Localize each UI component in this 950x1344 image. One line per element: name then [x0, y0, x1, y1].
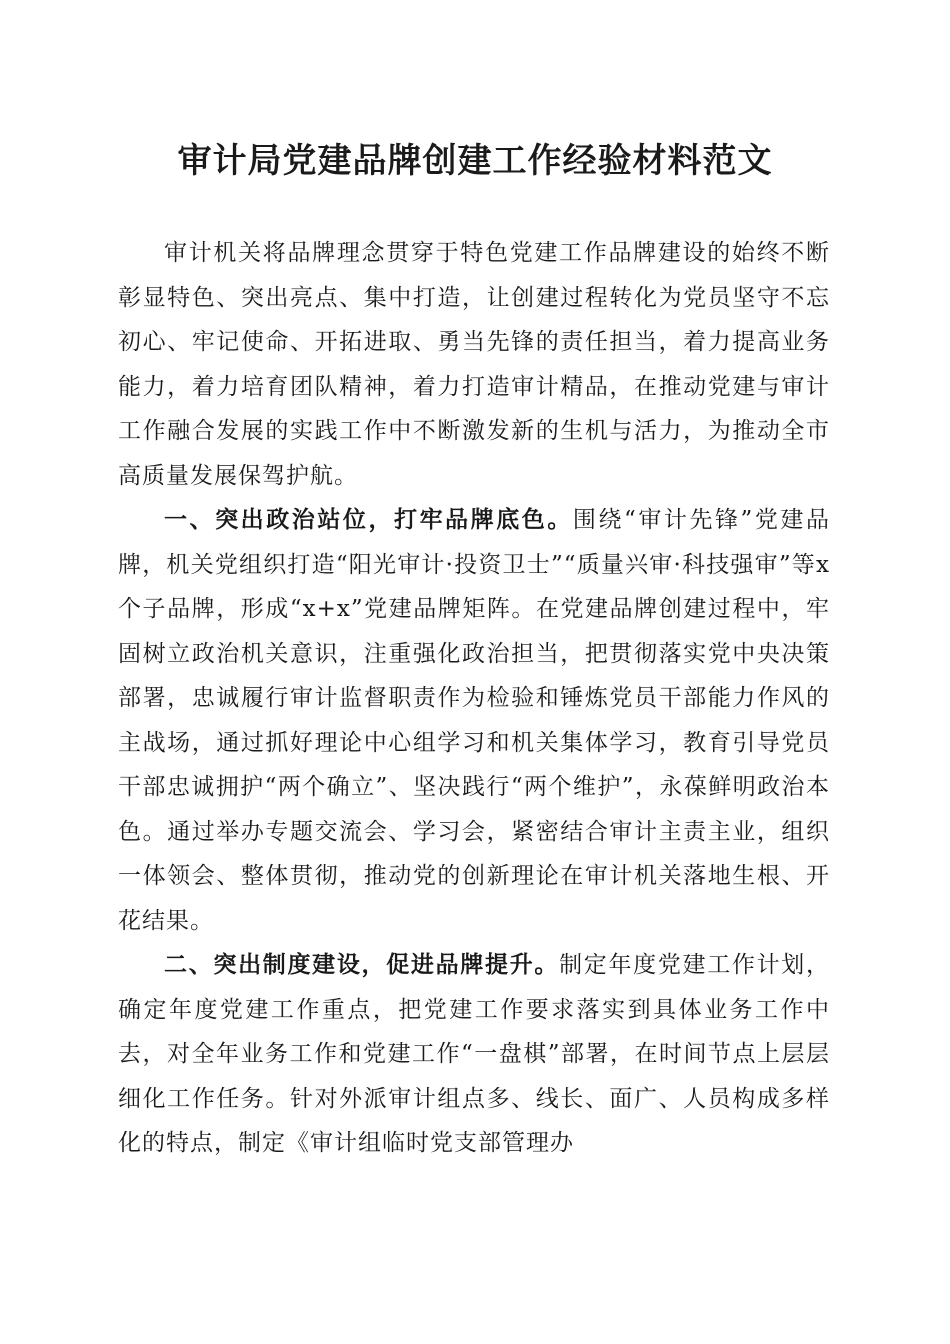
- paragraph-text: 审计机关将品牌理念贯穿于特色党建工作品牌建设的始终不断彰显特色、突出亮点、集中打造，让创建过程转化为党员坚守不忘初心、牢记使命、开拓进取、勇当先锋的责任担当，着力提高业务能力，着力培育团队精神，着力打造审计精品，在推动党建与审计工作融合发展的实践工作中不断激发新的生机与活力，为推动全市高质量发展保驾护航。: [118, 240, 830, 489]
- paragraph-intro: [118, 231, 830, 498]
- paragraph-text: 制定年度党建工作计划，确定年度党建工作重点，把党建工作要求落实到具体业务工作中去，对全年业务工作和党建工作“一盘棋”部署，在时间节点上层层细化工作任务。针对外派审计组点多、线长、面广、人员构成多样化的特点，制定《审计组临时党支部管理办: [118, 952, 831, 1156]
- paragraph-text: 围绕“审计先锋”党建品牌，机关党组织打造“阳光审计·投资卫士”“质量兴审·科技强审”等x个子品牌，形成“x+x”党建品牌矩阵。在党建品牌创建过程中，牢固树立政治机关意识，注重强化政治担当，把贯彻落实党中央决策部署，忠诚履行审计监督职责作为检验和锤炼党员干部能力作风的主战场，通过抓好理论中心组学习和机关集体学习，教育引导党员干部忠诚拥护“两个确立”、坚决践行“两个维护”，永葆鲜明政治本色。通过举办专题交流会、学习会，紧密结合审计主责主业，组织一体领会、整体贯彻，推动党的创新理论在审计机关落地生根、开花结果。: [118, 507, 830, 934]
- section-heading: 二、突出制度建设，促进品牌提升。: [164, 951, 560, 978]
- paragraph-section-1: [118, 498, 830, 943]
- document-title: 审计局党建品牌创建工作经验材料范文: [177, 141, 773, 181]
- section-heading: 一、突出政治站位，打牢品牌底色。: [164, 506, 573, 533]
- paragraph-section-2: [118, 943, 830, 1166]
- document-body: [118, 231, 830, 1166]
